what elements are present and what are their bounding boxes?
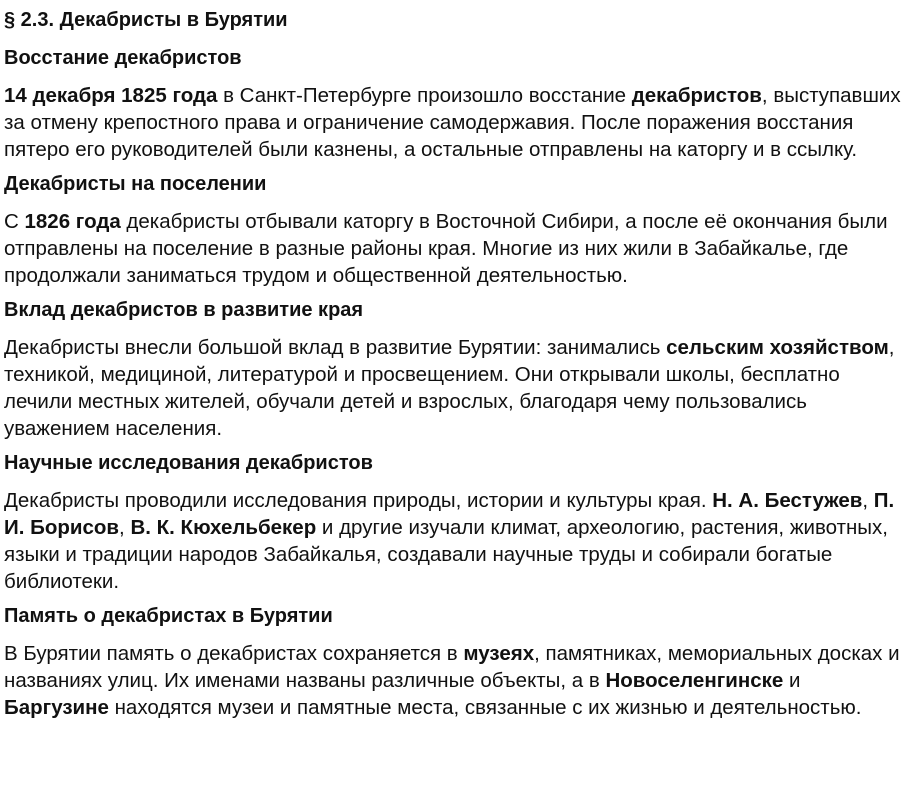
bold-text: В. К. Кюхельбекер: [130, 516, 317, 539]
text-run: В Бурятии память о декабристах сохраняется в: [4, 642, 464, 665]
text-run: , техникой, медициной, литературой и просвещением. Они открывали школы, бесплатно лечили местных жителей, обучали детей и взрослых, благодаря чему пользовались уважением населения.: [4, 336, 895, 440]
bold-text: Баргузине: [4, 696, 109, 719]
text-run: декабристы отбывали каторгу в Восточной Сибири, а после её окончания были отправлены на поселение в разные районы края. Многие из них жили в Забайкалье, где продолжали заниматься трудом и общественной деятельностью.: [4, 210, 888, 287]
text-run: и: [783, 669, 801, 692]
section-paragraph: [4, 640, 902, 721]
section-heading: Научные исследования декабристов: [4, 452, 373, 474]
section-heading: Восстание декабристов: [4, 47, 242, 69]
text-run: С: [4, 210, 25, 233]
section-heading: Декабристы на поселении: [4, 173, 267, 195]
section-paragraph: [4, 208, 902, 289]
text-run: находятся музеи и памятные места, связанные с их жизнью и деятельностью.: [108, 696, 862, 719]
bold-text: музеях: [463, 642, 535, 665]
section-paragraph: [4, 487, 902, 595]
bold-text: Новоселенгинске: [605, 669, 784, 692]
page-title: § 2.3. Декабристы в Бурятии: [4, 9, 288, 31]
section-paragraph: [4, 334, 902, 442]
section-paragraph: [4, 82, 902, 163]
section-heading: Память о декабристах в Бурятии: [4, 605, 333, 627]
bold-text: Н. А. Бестужев: [712, 489, 863, 512]
section-heading: Вклад декабристов в развитие края: [4, 299, 364, 321]
sections-container: [4, 46, 902, 721]
text-run: ,: [862, 489, 874, 512]
bold-text: декабристов: [631, 84, 762, 107]
text-run: в Санкт-Петербурге произошло восстание: [217, 84, 632, 107]
text-run: и другие изучали климат, археологию, растения, животных, языки и традиции народов Забайкалья, создавали научные труды и собирали богатые библиотеки.: [4, 516, 888, 593]
text-run: Декабристы внесли большой вклад в развитие Бурятии: занимались: [4, 336, 667, 359]
text-run: Декабристы проводили исследования природы, истории и культуры края.: [4, 489, 713, 512]
text-run: , выступавших за отмену крепостного права и ограничение самодержавия. После поражения восстания пятеро его руководителей были казнены, а остальные отправлены на каторгу и в ссылку.: [4, 84, 901, 161]
text-run: , памятниках, мемориальных досках и названиях улиц. Их именами названы различные объекты, а в: [4, 642, 900, 692]
bold-text: сельским хозяйством: [666, 336, 889, 359]
text-run: ,: [119, 516, 131, 539]
bold-text: П. И. Борисов: [4, 489, 895, 539]
bold-text: 1826 года: [24, 210, 121, 233]
bold-text: 14 декабря 1825 года: [4, 84, 218, 107]
